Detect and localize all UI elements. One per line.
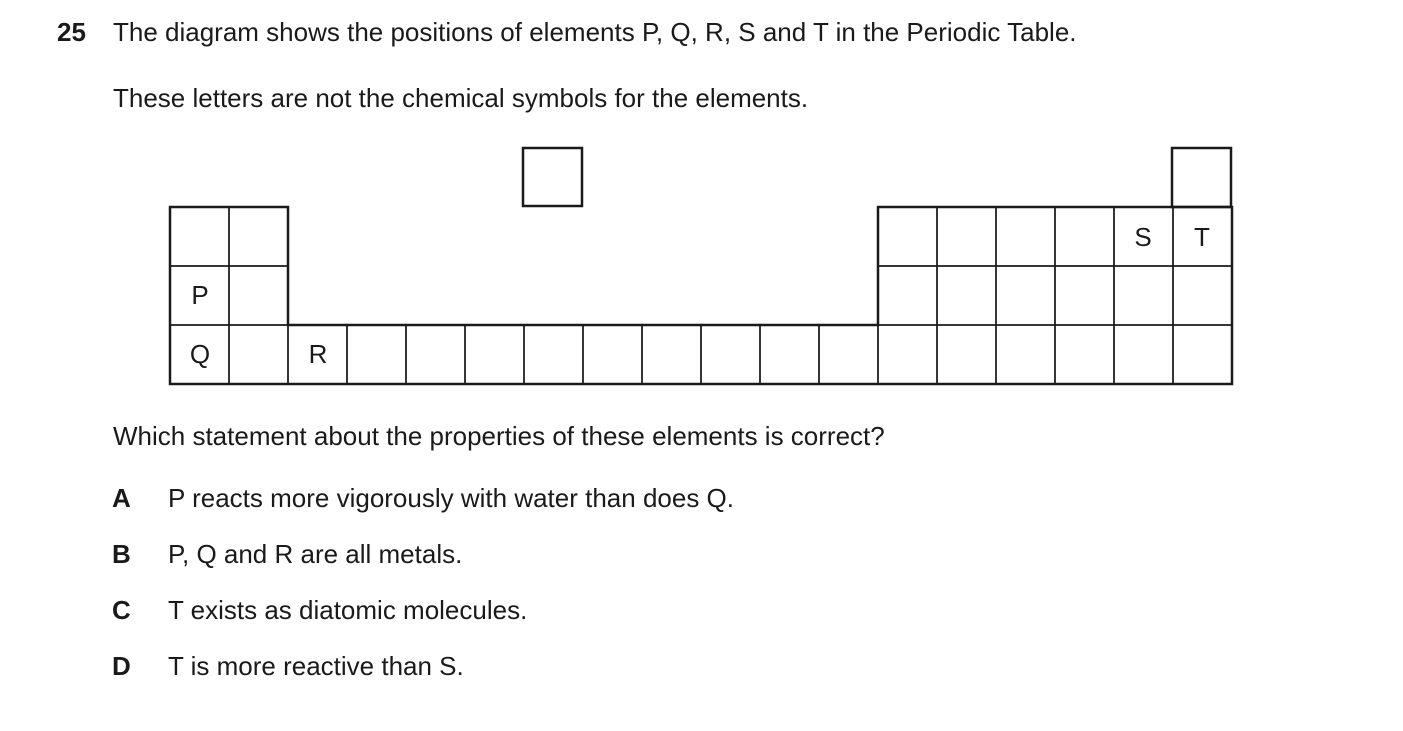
period-4-cell [996,325,1055,384]
hydrogen-cell [523,148,582,206]
period-4-cell [937,325,996,384]
period-4-cell [1173,325,1232,384]
question-stem-line-2: These letters are not the chemical symbols for the elements. [113,83,809,113]
period-2-cell [170,207,229,266]
option-c-text: T exists as diatomic molecules. [168,595,528,625]
period-4-cell [1055,325,1114,384]
period-4-cell [1114,325,1173,384]
period-3-cell [937,266,996,325]
element-label-p: P [191,280,209,310]
element-label-r: R [308,339,328,369]
question-number: 25 [57,17,86,47]
period-2-cell [878,207,937,266]
option-c-letter: C [112,595,131,625]
period-3-cell [1114,266,1173,325]
question-prompt: Which statement about the properties of these elements is correct? [113,421,885,451]
helium-cell [1172,148,1231,207]
period-2-cell [937,207,996,266]
element-label-t: T [1194,222,1210,252]
period-4-cell [229,325,288,384]
period-4-cell [406,325,465,384]
period-4-cell [583,325,642,384]
period-4-cell [642,325,701,384]
period-2-cell [996,207,1055,266]
period-2-cell [1055,207,1114,266]
element-label-q: Q [189,339,211,369]
question-stem-line-1: The diagram shows the positions of elements P, Q, R, S and T in the Periodic Table. [113,17,1077,47]
option-a-letter: A [112,483,131,513]
period-3-cell [1173,266,1232,325]
period-4-cell [347,325,406,384]
period-4-cell [819,325,878,384]
option-d-text: T is more reactive than S. [168,651,464,681]
option-b-letter: B [112,539,131,569]
option-b-text: P, Q and R are all metals. [168,539,463,569]
period-3-cell [1055,266,1114,325]
period-4-cell [701,325,760,384]
period-2-cell [229,207,288,266]
period-4-cell [465,325,524,384]
period-3-cell [229,266,288,325]
option-d-letter: D [112,651,131,681]
period-3-cell [996,266,1055,325]
period-4-cell [760,325,819,384]
period-4-cell [524,325,583,384]
option-a-text: P reacts more vigorously with water than does Q. [168,483,734,513]
period-4-cell [878,325,937,384]
period-3-cell [878,266,937,325]
element-label-s: S [1134,222,1152,252]
